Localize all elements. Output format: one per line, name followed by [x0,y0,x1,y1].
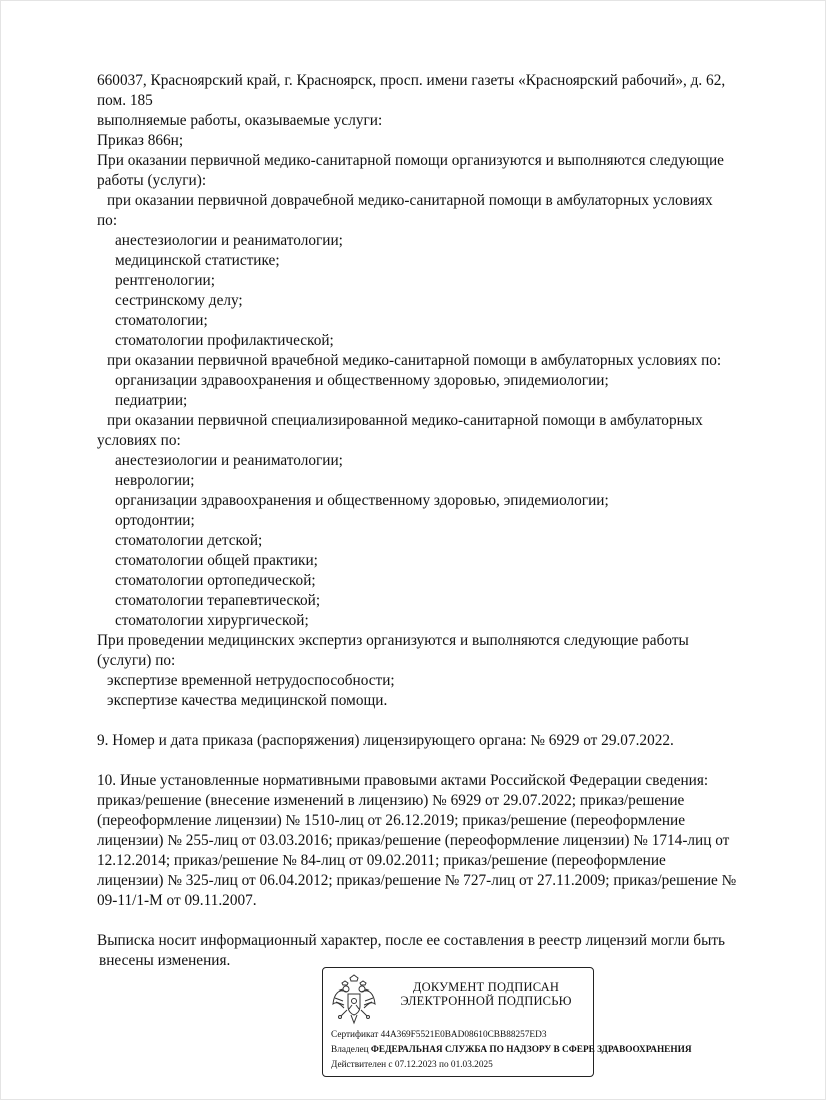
list-item: экспертизе временной нетрудоспособности; [107,672,395,689]
spacer [97,911,797,931]
certificate-label: Сертификат [331,1030,379,1040]
list-item: неврологии; [115,472,195,489]
list-item: ортодонтии; [115,512,195,529]
certificate-value: 44A369F5521E0BAD08610CBB88257ED3 [380,1030,547,1040]
list-item: стоматологии детской; [115,532,263,549]
list-item: экспертизе качества медицинской помощи. [107,692,388,709]
list-item: анестезиологии и реаниматологии; [115,232,343,249]
section-10-line: лицензии) № 255-лиц от 03.03.2016; приказ/решение (переоформление лицензии) № 1714-лиц от [97,832,730,849]
section-9: 9. Номер и дата приказа (распоряжения) лицензирующего органа: № 6929 от 29.07.2022. [97,732,674,749]
spacer [97,711,797,731]
certificate-row [331,1028,621,1043]
list-item: организации здравоохранения и общественному здоровью, эпидемиологии; [115,492,609,509]
list-item: сестринскому делу; [115,292,243,309]
address-line: 660037, Красноярский край, г. Красноярск, просп. имени газеты «Красноярский рабочий», д. 62, [97,72,726,89]
validity-row: Действителен с 07.12.2023 по 01.03.2025 [331,1060,493,1070]
specialized-care-heading: условиях по: [97,432,181,449]
spacer [97,751,797,771]
list-item: организации здравоохранения и общественному здоровью, эпидемиологии; [115,372,609,389]
section-10-line: 12.12.2014; приказ/решение № 84-лиц от 09.02.2011; приказ/решение (переоформление [97,852,666,869]
primary-care-intro: При оказании первичной медико-санитарной помощи организуются и выполняются следующие [97,152,724,169]
list-item: стоматологии; [115,312,208,329]
list-item: рентгенологии; [115,272,215,289]
russian-coat-of-arms-icon [331,974,377,1026]
expertise-intro: (услуги) по: [97,652,176,669]
section-10-line: 10. Иные установленные нормативными правовыми актами Российской Федерации сведения: [97,772,709,789]
physician-care-heading: при оказании первичной врачебной медико-санитарной помощи в амбулаторных условиях по: [107,352,722,369]
prehospital-heading: по: [97,212,118,229]
stamp-title-line: ЭЛЕКТРОННОЙ ПОДПИСЬЮ [400,994,572,1008]
list-item: педиатрии; [115,392,188,409]
stamp-title [383,980,589,1008]
license-extract-document [97,71,797,971]
informational-notice: Выписка носит информационный характер, после ее составления в реестр лицензий могли быть [97,932,726,949]
specialized-care-heading: при оказании первичной специализированной медико-санитарной помощи в амбулаторных [107,412,703,429]
owner-label: Владелец [331,1045,369,1055]
section-10-line: (переоформление лицензии) № 1510-лиц от 26.12.2019; приказ/решение (переоформление [97,812,686,829]
section-10-line: лицензии) № 325-лиц от 06.04.2012; приказ/решение № 727-лиц от 27.11.2009; приказ/решение № [97,872,737,889]
address-line: пом. 185 [97,92,153,109]
section-10-line: приказ/решение (внесение изменений в лицензию) № 6929 от 29.07.2022; приказ/решение [97,792,685,809]
list-item: стоматологии хирургической; [115,612,309,629]
list-item: стоматологии ортопедической; [115,572,316,589]
section-10-line: 09-11/1-М от 09.11.2007. [97,892,257,909]
list-item: медицинской статистике; [115,252,280,269]
list-item: стоматологии терапевтической; [115,592,321,609]
list-item: стоматологии профилактической; [115,332,334,349]
order-reference: Приказ 866н; [97,132,184,149]
informational-notice: внесены изменения. [99,952,231,969]
stamp-details [331,1028,692,1073]
list-item: анестезиологии и реаниматологии; [115,452,343,469]
prehospital-heading: при оказании первичной доврачебной медико-санитарной помощи в амбулаторных условиях [107,192,713,209]
owner-value: ФЕДЕРАЛЬНАЯ СЛУЖБА ПО НАДЗОРУ В СФЕРЕ ЗДРАВООХРАНЕНИЯ [370,1045,692,1055]
stamp-title-line: ДОКУМЕНТ ПОДПИСАН [412,980,560,994]
owner-row [331,1043,692,1058]
electronic-signature-stamp [322,967,692,1077]
list-item: стоматологии общей практики; [115,552,318,569]
expertise-intro: При проведении медицинских экспертиз организуются и выполняются следующие работы [97,632,689,649]
works-heading: выполняемые работы, оказываемые услуги: [97,112,383,129]
primary-care-intro: работы (услуги): [97,172,207,189]
